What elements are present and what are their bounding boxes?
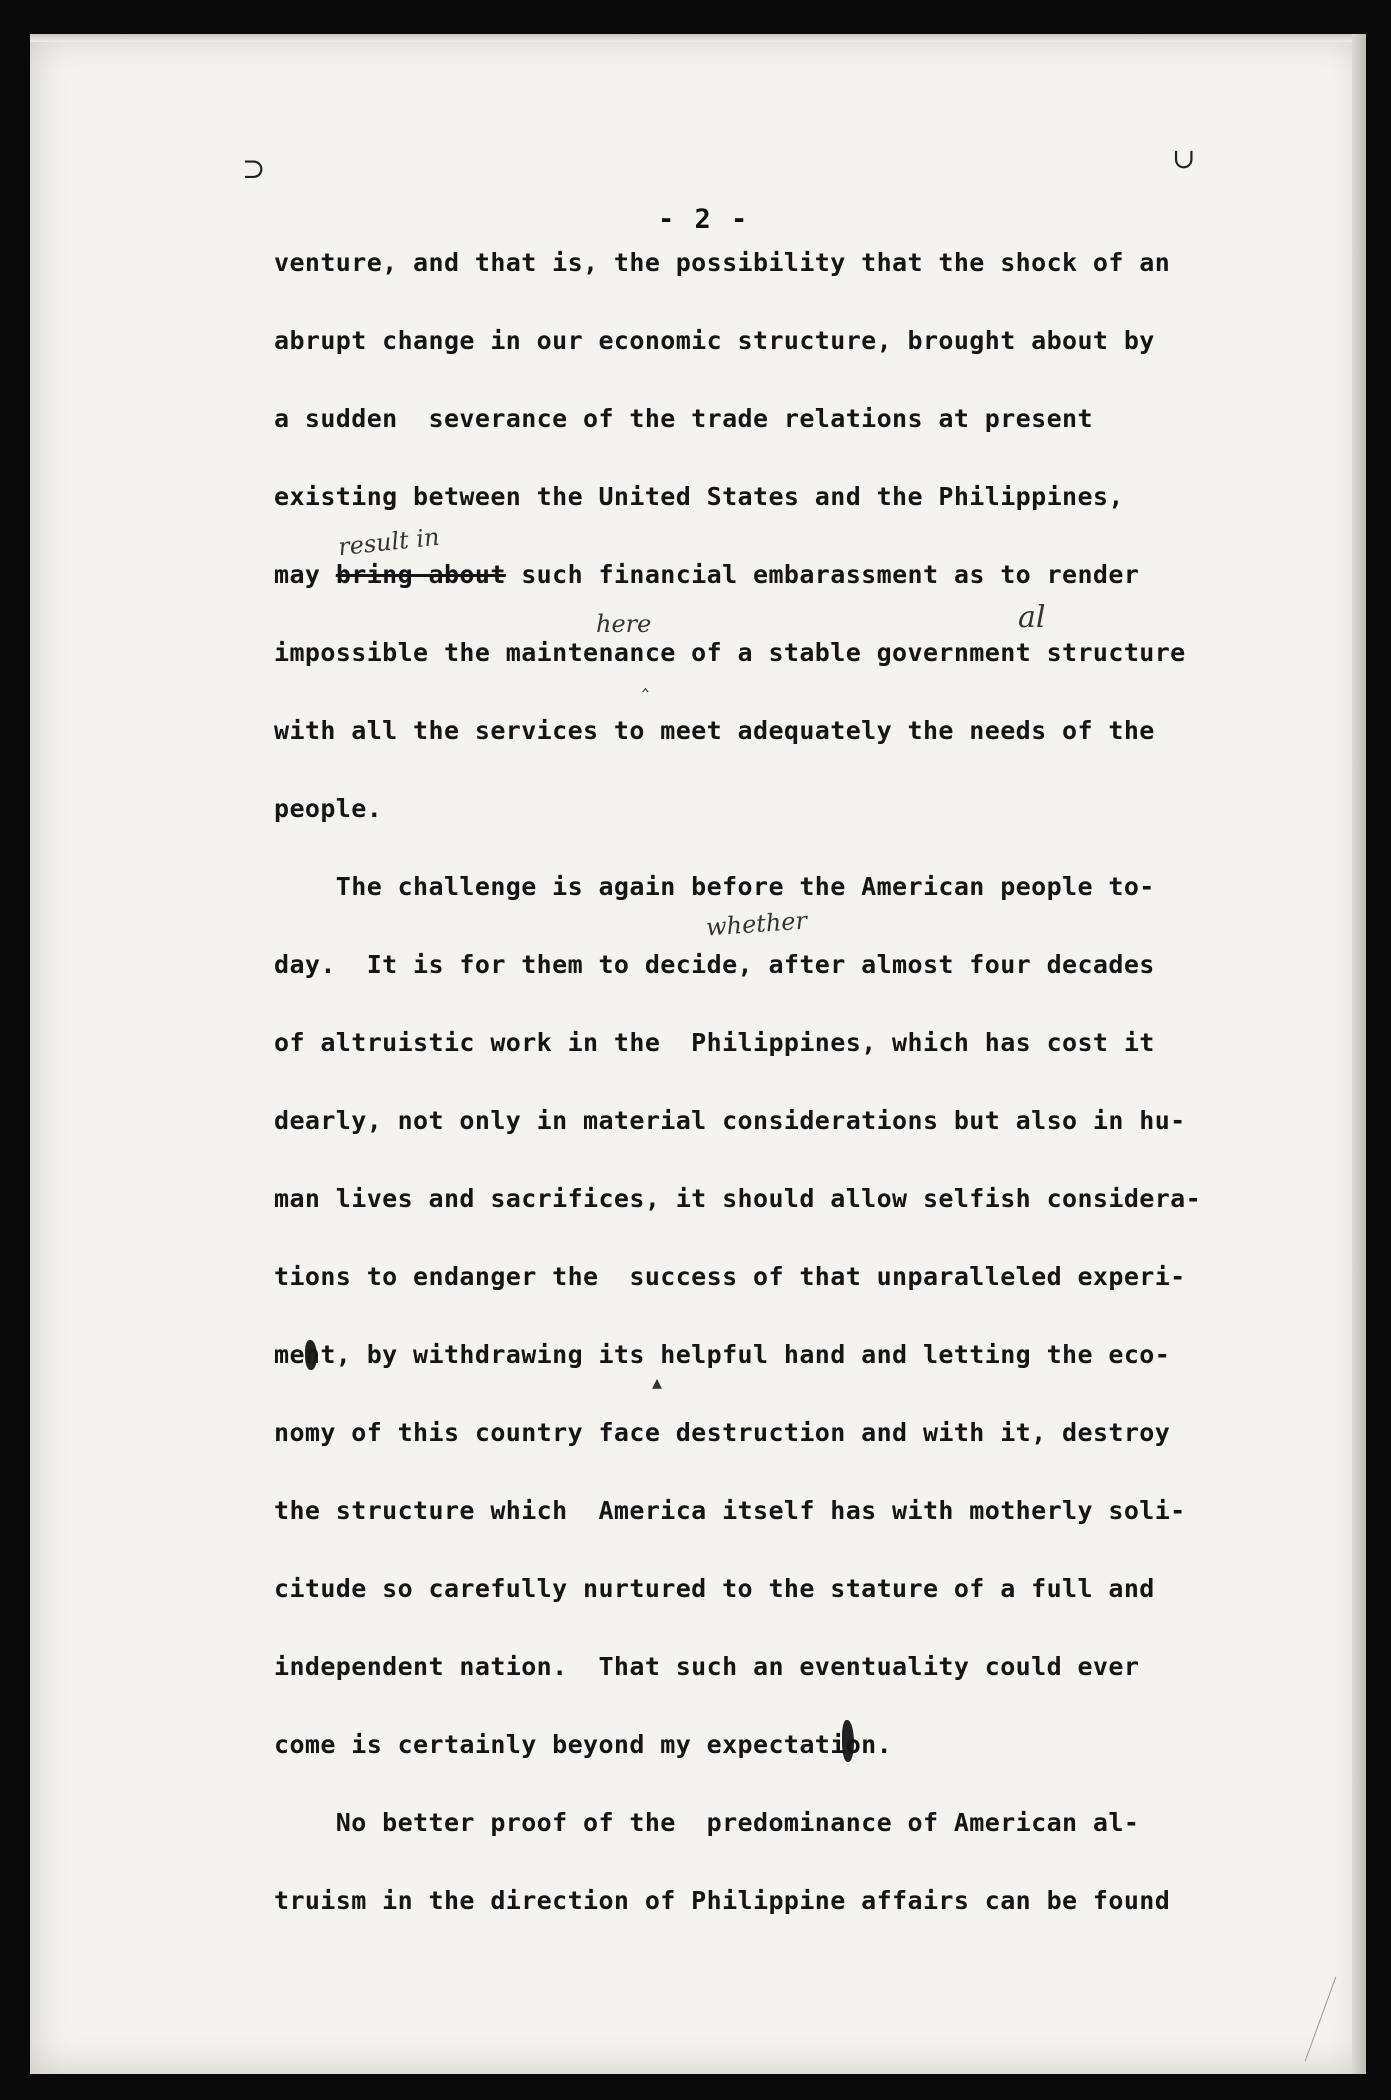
text-line-10: day. It is for them to decide, after almost four decades — [274, 950, 1155, 979]
text-line-11: of altruistic work in the Philippines, which has cost it — [274, 1028, 1155, 1057]
page-right-edge — [1352, 34, 1366, 2074]
insert-caret-2: ▴ — [652, 1370, 663, 1394]
corner-mark-left: ⊃ — [242, 152, 266, 185]
text-line-3: a sudden severance of the trade relations at present — [274, 404, 1093, 433]
handwritten-result-in: result in — [336, 522, 441, 562]
page-number: - 2 - — [658, 204, 750, 235]
text-line-15: ment, by withdrawing its helpful hand and letting the eco- — [274, 1340, 1171, 1369]
text-line-22: truism in the direction of Philippine affairs can be found — [274, 1886, 1171, 1915]
handwritten-whether: whether — [705, 906, 808, 942]
paper-scratch — [1305, 1977, 1337, 2062]
page-top-edge — [30, 34, 1366, 42]
text-line-17: the structure which America itself has with motherly soli- — [274, 1496, 1186, 1525]
text-line-8: people. — [274, 794, 383, 823]
handwritten-al: al — [1018, 600, 1046, 635]
text-line-21: No better proof of the predominance of American al- — [274, 1808, 1140, 1837]
text-line-19: independent nation. That such an eventuality could ever — [274, 1652, 1140, 1681]
struck-text: bring about — [335, 560, 506, 589]
text-line-14: tions to endanger the success of that unparalleled experi- — [274, 1262, 1186, 1291]
text-line-13: man lives and sacrifices, it should allow selfish considera- — [274, 1184, 1202, 1213]
text-line-5 — [274, 560, 1139, 589]
text-line-16: nomy of this country face destruction and with it, destroy — [274, 1418, 1171, 1447]
insert-caret: ‸ — [642, 668, 649, 692]
text-line-18: citude so carefully nurtured to the stature of a full and — [274, 1574, 1155, 1603]
text-line-20: come is certainly beyond my expectation. — [274, 1730, 893, 1759]
handwritten-here: here — [596, 610, 652, 638]
line5-prefix: may — [274, 560, 336, 589]
text-line-2: abrupt change in our economic structure, brought about by — [274, 326, 1155, 355]
line5-rest: such financial embarassment as to render — [521, 560, 1140, 589]
document-page — [30, 34, 1366, 2074]
text-line-9: The challenge is again before the American people to- — [274, 872, 1155, 901]
text-line-4: existing between the United States and the Philippines, — [274, 482, 1124, 511]
text-line-12: dearly, not only in material considerations but also in hu- — [274, 1106, 1186, 1135]
corner-mark-right: ∪ — [1172, 142, 1196, 175]
text-line-1: venture, and that is, the possibility that the shock of an — [274, 248, 1171, 277]
text-line-7: with all the services to meet adequately the needs of the — [274, 716, 1155, 745]
text-line-6: impossible the maintenance of a stable government structure — [274, 638, 1186, 667]
